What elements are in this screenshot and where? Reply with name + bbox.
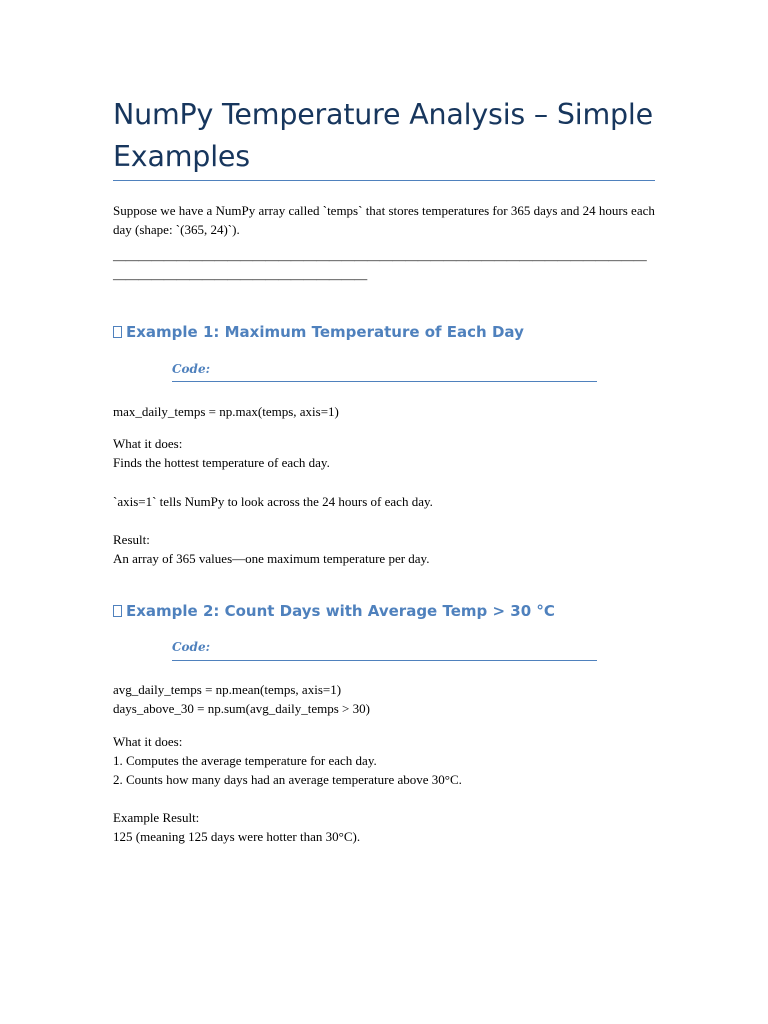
example-2-result: Example Result: 125 (meaning 125 days were hotter than 30°C). — [113, 810, 361, 844]
document-title: NumPy Temperature Analysis – Simple Examples — [113, 98, 653, 173]
separator-line: —————————————————————————————————————————————————————————————— — [113, 252, 647, 286]
example-1-code-label: Code: — [172, 362, 211, 376]
missing-glyph-box-icon — [113, 326, 122, 338]
title-underline — [113, 180, 655, 181]
example-2-code-rule — [172, 660, 597, 661]
example-1-note: `axis=1` tells NumPy to look across the 24 hours of each day. — [113, 494, 433, 509]
example-2-code-label: Code: — [172, 640, 211, 654]
example-2-code: avg_daily_temps = np.mean(temps, axis=1) days_above_30 = np.sum(avg_daily_temps > 30) — [113, 682, 370, 716]
example-2-heading — [113, 600, 555, 622]
example-1-heading-text: Example 1: Maximum Temperature of Each Day — [126, 323, 524, 341]
example-1-code-rule — [172, 381, 597, 382]
intro-paragraph: Suppose we have a NumPy array called `temps` that stores temperatures for 365 days and 24 hours each day (shape: `(365, 24)`). — [113, 203, 655, 237]
example-2-heading-text: Example 2: Count Days with Average Temp > 30 °C — [126, 602, 555, 620]
missing-glyph-box-icon — [113, 605, 122, 617]
example-1-heading — [113, 321, 524, 343]
example-2-what-it-does: What it does: 1. Computes the average temperature for each day. 2. Counts how many days had an average temperature above 30°C. — [113, 734, 462, 787]
example-1-result: Result: An array of 365 values—one maximum temperature per day. — [113, 532, 430, 566]
example-1-code: max_daily_temps = np.max(temps, axis=1) — [113, 404, 339, 419]
example-1-what-it-does: What it does: Finds the hottest temperature of each day. — [113, 436, 330, 470]
